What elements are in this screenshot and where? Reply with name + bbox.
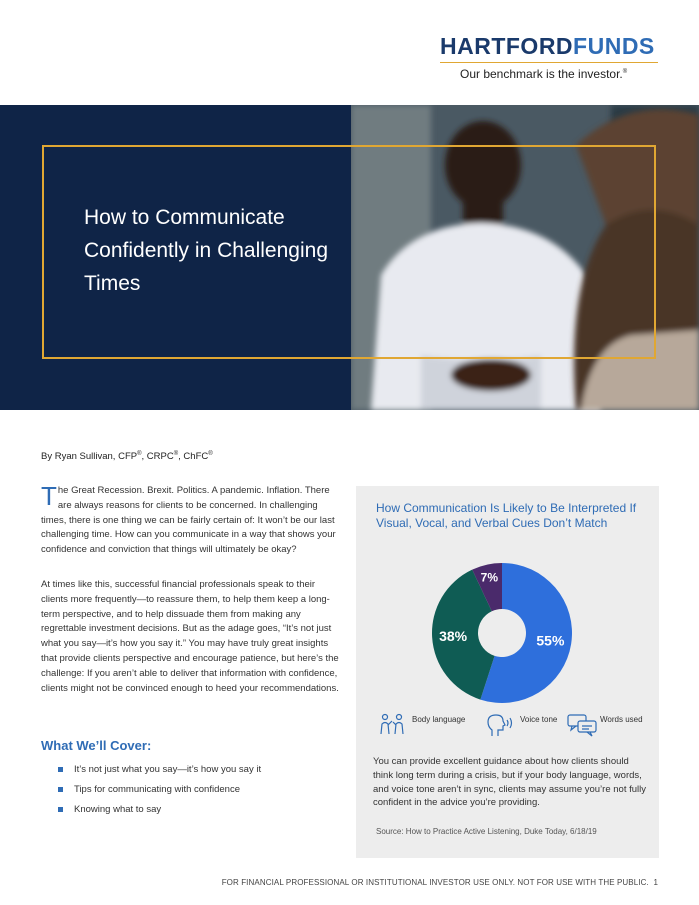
byline-cred-chfc: , ChFC — [178, 451, 209, 463]
donut-chart — [429, 560, 575, 706]
list-item-text: It’s not just what you say—it’s how you say it — [74, 764, 262, 775]
chart-source: Source: How to Practice Active Listening, Duke Today, 6/18/19 — [376, 827, 597, 836]
page-number: 1 — [653, 878, 658, 887]
chart-title: How Communication Is Likely to Be Interpreted If Visual, Vocal, and Verbal Cues Don’t Match — [376, 501, 637, 530]
label-words-used: 7% — [480, 570, 499, 585]
cover-heading: What We’ll Cover: — [41, 738, 152, 753]
chfc-mark: ® — [208, 451, 213, 457]
bullet-icon — [58, 787, 63, 792]
legend-voice-tone — [486, 712, 556, 740]
second-paragraph: At times like this, successful financial professionals speak to their clients more frequently—to reassure them, to help them keep a long-term perspective, and to help dissuade them from making any regrettable investment decisions. But as the adage goes, “It’s not just what you say—it’s how you say it.” You may have truly great insights that provide clients perspective and encourage patience, but here’s the challenge: If you aren’t able to deliver that information with confidence, clients might not be convinced enough to heed your recommendations. — [41, 579, 339, 694]
logo-tagline-mark: ® — [622, 69, 628, 75]
byline-name: By Ryan Sullivan, CFP — [41, 451, 138, 463]
list-item-text: Knowing what to say — [74, 804, 162, 815]
logo-tagline-text: Our benchmark is the investor. — [460, 67, 623, 81]
page-footer — [222, 878, 658, 887]
bullet-icon — [58, 767, 63, 772]
label-body-language: 55% — [536, 632, 565, 649]
bullet-icon — [58, 807, 63, 812]
byline — [41, 451, 213, 462]
body-language-icon — [378, 712, 408, 738]
logo-divider — [440, 62, 658, 63]
logo-brand-part2: FUNDS — [573, 33, 655, 59]
cfp-mark: ® — [137, 451, 142, 457]
hartford-funds-logo — [440, 34, 660, 81]
hero-banner — [0, 105, 699, 410]
legend-body-language — [378, 712, 468, 740]
legend-label: Body language — [412, 715, 466, 724]
disclaimer-text: FOR FINANCIAL PROFESSIONAL OR INSTITUTIONAL INVESTOR USE ONLY. NOT FOR USE WITH THE PUBLIC. — [221, 878, 649, 887]
page-title: How to Communicate Confidently in Challenging Times — [84, 206, 328, 295]
logo-tagline — [440, 67, 660, 81]
byline-cred-crpc: , CRPC — [141, 451, 174, 463]
legend-label: Voice tone — [520, 715, 558, 724]
legend-words-used — [566, 712, 646, 740]
crpc-mark: ® — [173, 451, 179, 457]
intro-paragraph-text: he Great Recession. Brexit. Politics. A pandemic. Inflation. There are always reasons for clients to be concerned. In challenging times, there is one thing we can be fairly certain of: It won’t be our last challenging time. How can you communicate in a way that shows your confidence and conviction that things will ultimately be okay? — [41, 485, 336, 556]
label-voice-tone: 38% — [439, 628, 468, 645]
list-item — [58, 784, 348, 804]
legend-label: Words used — [600, 715, 643, 724]
drop-cap: T — [41, 481, 57, 511]
list-item — [58, 764, 348, 784]
panel-description: You can provide excellent guidance about how clients should think long term during a crisis, but if your body language, words, and voice tone aren’t in sync, clients may assume you’re not fully confident in the advice you’re providing. — [373, 756, 646, 809]
communication-panel — [356, 486, 659, 858]
speech-bubbles-icon — [566, 712, 598, 738]
voice-tone-icon — [486, 712, 516, 738]
intro-paragraph — [41, 481, 343, 558]
logo-wordmark — [440, 34, 660, 58]
logo-brand-part1: HARTFORD — [440, 33, 574, 59]
cover-list — [58, 764, 348, 824]
list-item — [58, 804, 348, 824]
list-item-text: Tips for communicating with confidence — [74, 784, 240, 795]
